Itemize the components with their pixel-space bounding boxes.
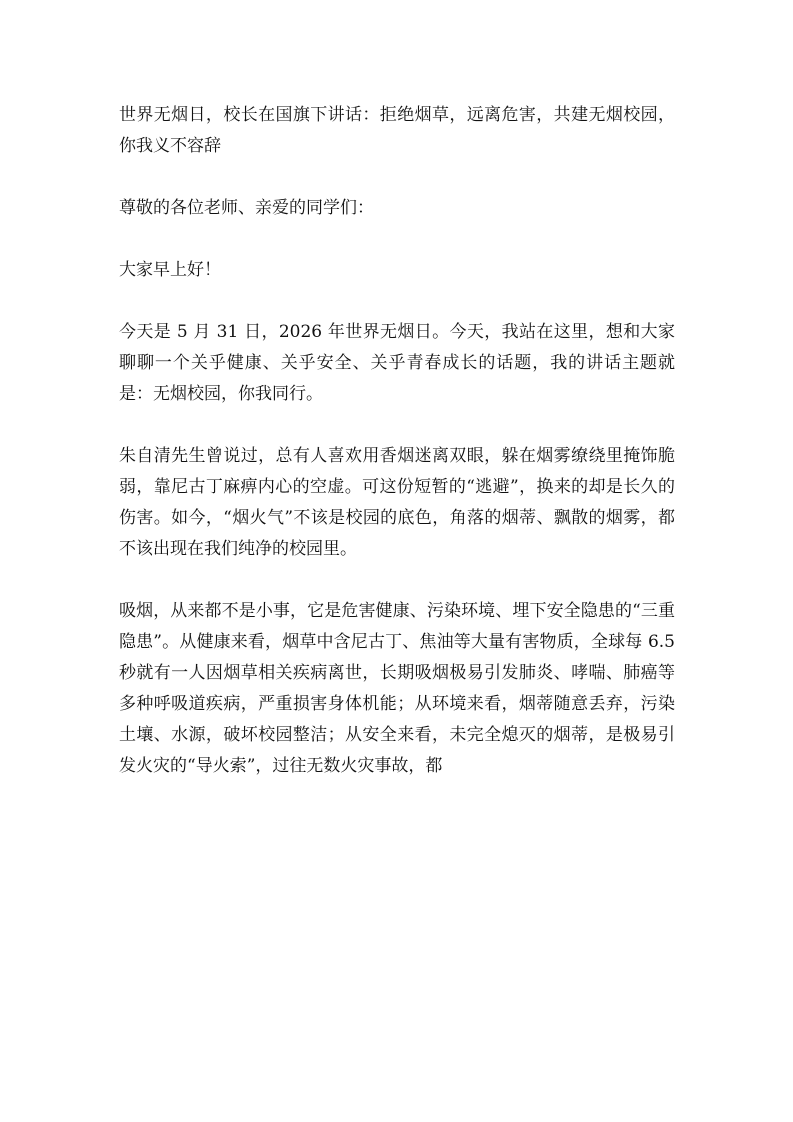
greeting: 大家早上好！ [119,260,221,280]
paragraph-1: 今天是 5 月 31 日，2026 年世界无烟日。今天，我站在这里，想和大家聊聊一个关乎健康、关乎安全、关乎青春成长的话题，我的讲话主题就是：无烟校园，你我同行。 [119,322,675,404]
paragraph-3: 吸烟，从来都不是小事，它是危害健康、污染环境、埋下安全隐患的“三重隐患”。从健康来看，烟草中含尼古丁、焦油等大量有害物质，全球每 6.5 秒就有一人因烟草相关疾病离世，长期吸烟极易引发肺炎、哮喘、肺癌等多种呼吸道疾病，严重损害身体机能；从环境来看，烟蒂随意丢弃，污染土壤、水源，破坏校园整洁；从安全来看，未完全熄灭的烟蒂，是极易引发火灾的“导火索”，过往无数火灾事故，都 [119,601,675,776]
paragraph-2: 朱自清先生曾说过，总有人喜欢用香烟迷离双眼，躲在烟雾缭绕里掩饰脆弱，靠尼古丁麻痹内心的空虚。可这份短暂的“逃避”，换来的却是长久的伤害。如今，“烟火气”不该是校园的底色，角落的烟蒂、飘散的烟雾，都不该出现在我们纯净的校园里。 [119,446,675,559]
salutation: 尊敬的各位老师、亲爱的同学们： [119,198,374,218]
document-body [119,100,675,813]
document-title: 世界无烟日，校长在国旗下讲话：拒绝烟草，远离危害，共建无烟校园，你我义不容辞 [119,105,675,156]
